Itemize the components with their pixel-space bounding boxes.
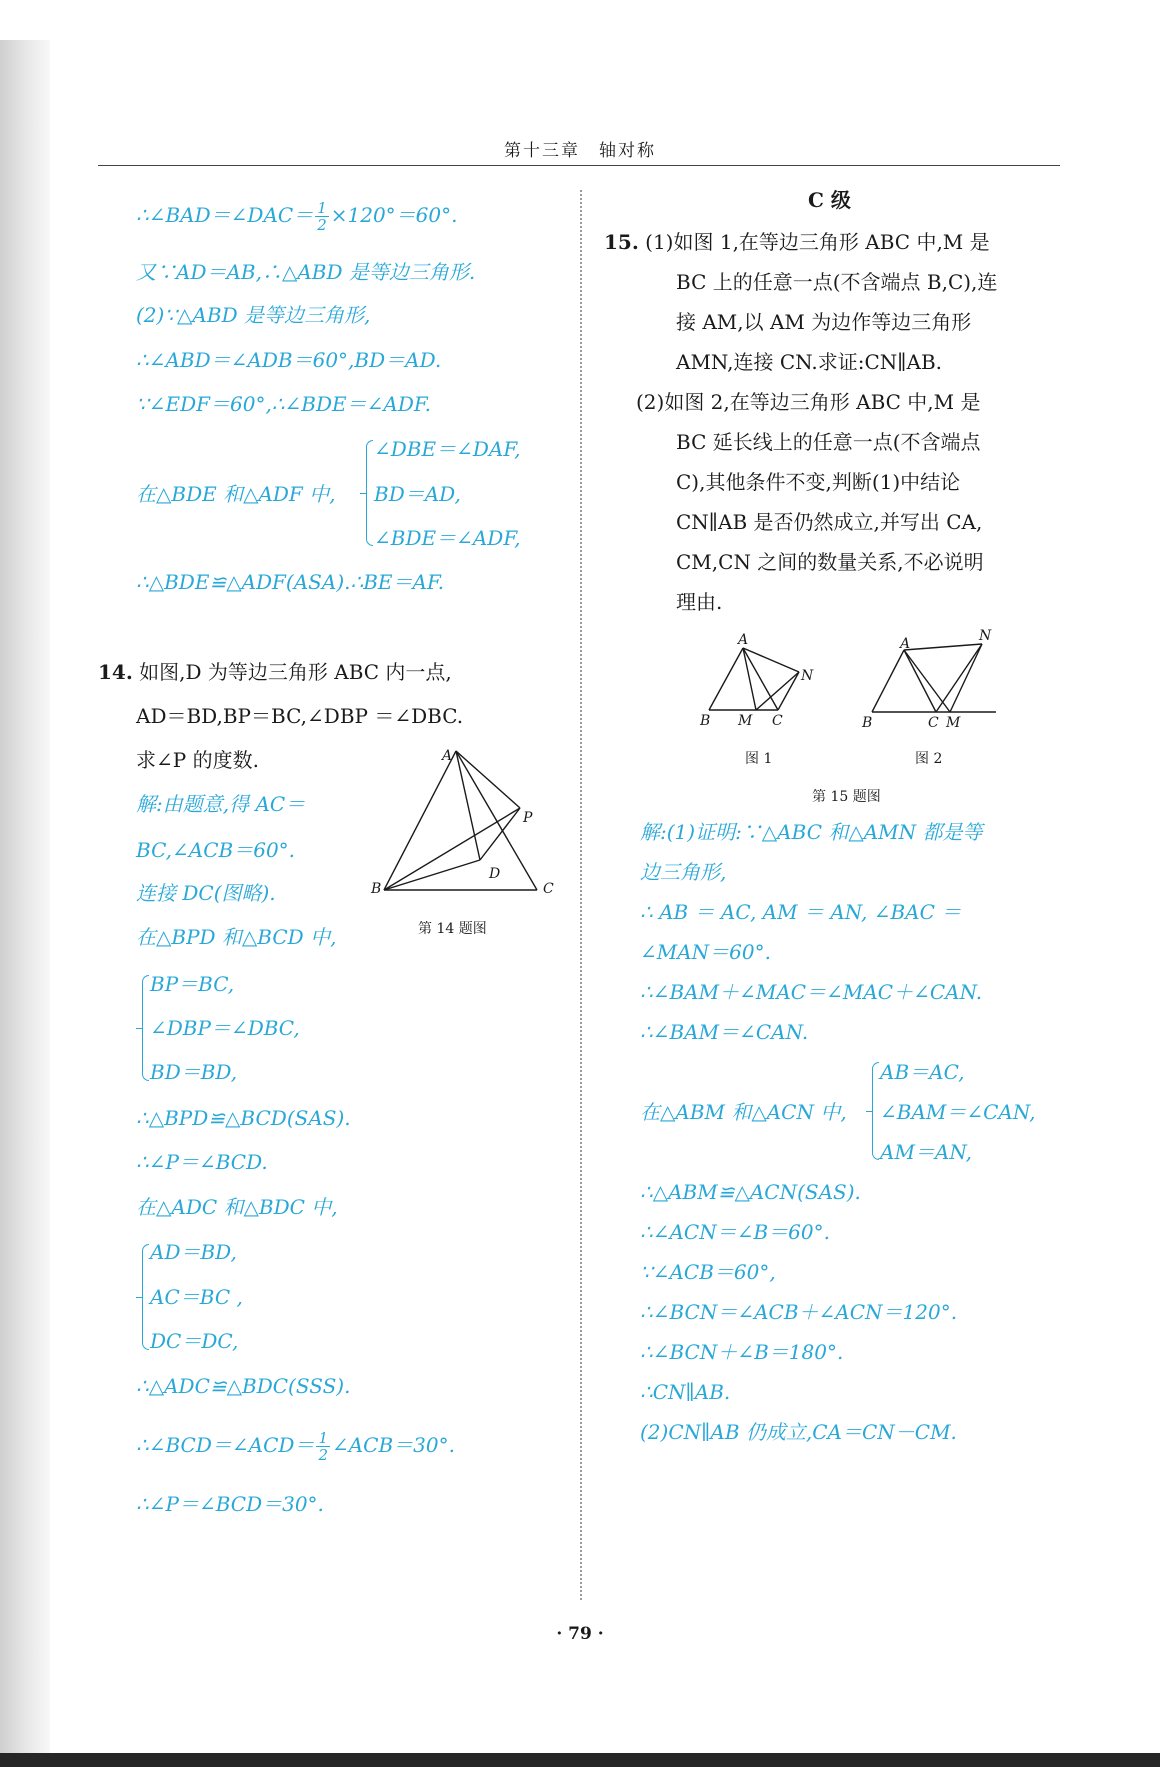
q15-sol-6: ∴∠BAM＝∠CAN. (640, 1020, 809, 1044)
q15-line-8: CN∥AB 是否仍然成立,并写出 CA, (676, 510, 983, 534)
fig14-side-ab (384, 751, 456, 890)
fig1-label-a: A (738, 632, 749, 648)
q15-sol-15: ∴∠BCN＋∠B＝180°. (640, 1340, 844, 1364)
q14-sol-6: ∠DBP＝∠DBC, (150, 1016, 300, 1040)
q14-sol-4: 在△BPD 和△BCD 中, (136, 925, 337, 949)
fig14-label-c: C (543, 881, 554, 897)
fig2-label-c: C (928, 715, 939, 728)
q14-sol-5: BP＝BC, (150, 972, 235, 996)
q14-sol-1: 解:由题意,得 AC＝ (136, 792, 306, 816)
fig14-label-b: B (371, 881, 382, 897)
q15-line-3: 接 AM,以 AM 为边作等边三角形 (676, 310, 972, 334)
q14-sol-14: ∴△ADC≌△BDC(SSS). (136, 1374, 351, 1398)
q15-line-1: 15. (1)如图 1,在等边三角形 ABC 中,M 是 (604, 230, 990, 254)
fig1-side-ac (743, 648, 778, 710)
q14-sol-12: AC＝BC , (150, 1285, 243, 1309)
q15-sol-12: ∴∠ACN＝∠B＝60°. (640, 1220, 830, 1244)
q15-sol-13: ∵∠ACB＝60°, (640, 1260, 776, 1284)
q14-sol-2: BC,∠ACB＝60°. (136, 838, 296, 862)
fig14-seg-dp (480, 808, 520, 860)
q14-sol-13: DC＝DC, (150, 1329, 239, 1353)
q15-sol-9: ∠BAM＝∠CAN, (880, 1100, 1036, 1124)
fig1-side-ab (709, 648, 743, 710)
left-line-7: ∠DBE＝∠DAF, (374, 437, 521, 461)
fig1-seg-an (743, 648, 799, 672)
fig1-label-m: M (738, 713, 753, 728)
left-line-5: ∵∠EDF＝60°,∴∠BDE＝∠ADF. (136, 392, 431, 416)
fig1-caption: 图 1 (745, 751, 773, 767)
header-rule (98, 165, 1060, 166)
left-line-4: ∴∠ABD＝∠ADB＝60°,BD＝AD. (136, 348, 442, 372)
left-line-10: ∴△BDE≌△ADF(ASA).∴BE＝AF. (136, 570, 445, 594)
fraction-half-2: $\frac{1}{2}$ (318, 1429, 328, 1464)
q15-sol-7: 在△ABM 和△ACN 中, (640, 1100, 847, 1124)
q14-line-2: AD＝BD,BP＝BC,∠DBP ＝∠DBC. (136, 704, 464, 728)
q15-sol-10: AM＝AN, (880, 1140, 972, 1164)
figure-14 (370, 748, 560, 898)
q14-sol-9: ∴∠P＝∠BCD. (136, 1150, 268, 1174)
q15-sol-8: AB＝AC, (880, 1060, 965, 1084)
fig2-side-ab (872, 650, 904, 712)
fig2-seg-cn (936, 644, 982, 712)
fig2-label-b: B (862, 715, 873, 728)
left-line-9: ∠BDE＝∠ADF, (374, 526, 521, 550)
fig2-side-ac (904, 650, 936, 712)
q15-sol-5: ∴∠BAM＋∠MAC＝∠MAC＋∠CAN. (640, 980, 983, 1004)
bottom-bar (0, 1753, 1160, 1767)
q14-sol-3: 连接 DC(图略). (136, 881, 276, 905)
fig2-seg-mn (950, 644, 982, 712)
q14-sol-10: 在△ADC 和△BDC 中, (136, 1195, 338, 1219)
fig2-caption: 图 2 (915, 751, 943, 767)
q15-sol-2: 边三角形, (640, 860, 727, 884)
figure-15-2 (856, 628, 1006, 728)
brace-bde-adf (366, 440, 373, 546)
q15-line-6: BC 延长线上的任意一点(不含端点 (676, 430, 981, 454)
fig1-seg-cn (778, 672, 799, 710)
fig14-label-d: D (489, 866, 501, 882)
brace-bpd-bcd (142, 975, 149, 1081)
fig2-label-m: M (946, 715, 961, 728)
level-c-heading: C 级 (808, 188, 851, 212)
brace-abm-acn (872, 1062, 879, 1160)
figure-15-1 (696, 628, 826, 728)
page-number: · 79 · (556, 1624, 604, 1644)
q15-line-10: 理由. (676, 590, 723, 614)
q15-line-2: BC 上的任意一点(不含端点 B,C),连 (676, 270, 998, 294)
q14-sol-7: BD＝BD, (150, 1060, 238, 1084)
left-line-2: 又∵AD＝AB,∴△ABD 是等边三角形. (136, 260, 476, 284)
q15-sol-1: 解:(1)证明:∵△ABC 和△AMN 都是等 (640, 820, 983, 844)
page-edge-shadow (0, 0, 50, 1767)
q15-line-5: (2)如图 2,在等边三角形 ABC 中,M 是 (636, 390, 981, 414)
q14-sol-11: AD＝BD, (150, 1240, 237, 1264)
fig1-label-n: N (801, 668, 814, 684)
fig1-label-c: C (772, 713, 783, 728)
left-line-8: BD＝AD, (374, 482, 461, 506)
column-divider (580, 190, 582, 1600)
fig2-label-a: A (900, 636, 911, 652)
q15-line-7: C),其他条件不变,判断(1)中结论 (676, 470, 961, 494)
fig14-label-p: P (523, 810, 533, 826)
fig14-seg-bd (384, 860, 480, 890)
q15-sol-17: (2)CN∥AB 仍成立,CA＝CN－CM. (640, 1420, 957, 1444)
q15-sol-16: ∴CN∥AB. (640, 1380, 731, 1404)
fig1-seg-am (743, 648, 756, 710)
q15-sol-14: ∴∠BCN＝∠ACB＋∠ACN＝120°. (640, 1300, 958, 1324)
figure-15-caption: 第 15 题图 (812, 789, 881, 805)
q15-sol-11: ∴△ABM≌△ACN(SAS). (640, 1180, 861, 1204)
fig1-seg-mn (756, 672, 799, 710)
q14-line-1: 14. 如图,D 为等边三角形 ABC 内一点, (98, 660, 452, 684)
fig1-label-b: B (700, 713, 711, 728)
q15-sol-4: ∠MAN＝60°. (640, 940, 771, 964)
figure-14-caption: 第 14 题图 (418, 921, 487, 937)
q14-line-3: 求∠P 的度数. (136, 748, 259, 772)
left-line-1: ∴∠BAD＝∠DAC＝ $\frac{1}{2}$ ×120°＝60°. (136, 199, 458, 234)
fig14-label-a: A (442, 748, 453, 764)
q15-sol-3: ∴ AB ＝ AC, AM ＝ AN, ∠BAC ＝ (640, 900, 962, 924)
fig2-seg-an (904, 644, 982, 650)
fig14-seg-ap (456, 751, 520, 808)
fig2-label-n: N (979, 628, 992, 644)
q14-sol-16: ∴∠P＝∠BCD＝30°. (136, 1492, 324, 1516)
brace-adc-bdc (142, 1244, 149, 1350)
chapter-header: 第十三章 轴对称 (504, 141, 656, 161)
left-line-3: (2)∵△ABD 是等边三角形, (136, 303, 371, 327)
fraction-half: $\frac{1}{2}$ (317, 199, 327, 234)
q15-line-9: CM,CN 之间的数量关系,不必说明 (676, 550, 984, 574)
q15-line-4: AMN,连接 CN.求证:CN∥AB. (676, 350, 943, 374)
left-line-6: 在△BDE 和△ADF 中, (136, 482, 336, 506)
q14-sol-15: ∴∠BCD＝∠ACD＝ $\frac{1}{2}$ ∠ACB＝30°. (136, 1429, 455, 1464)
q14-sol-8: ∴△BPD≌△BCD(SAS). (136, 1106, 351, 1130)
